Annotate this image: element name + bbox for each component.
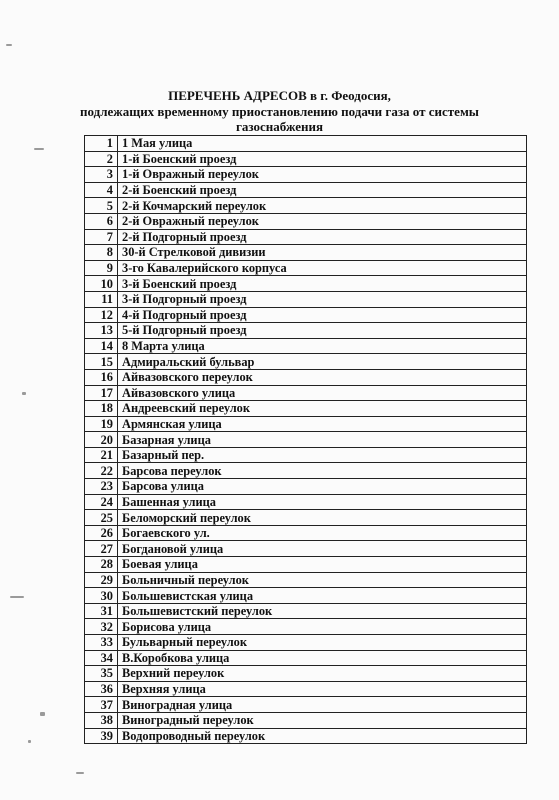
address-name: Водопроводный переулок bbox=[118, 728, 527, 744]
table-row bbox=[85, 525, 527, 541]
table-row bbox=[85, 167, 527, 183]
row-number: 23 bbox=[85, 479, 118, 495]
table-row bbox=[85, 603, 527, 619]
address-name: Адмиральский бульвар bbox=[118, 354, 527, 370]
table-row bbox=[85, 463, 527, 479]
address-name: Богаевского ул. bbox=[118, 525, 527, 541]
table-row bbox=[85, 151, 527, 167]
row-number: 9 bbox=[85, 260, 118, 276]
row-number: 38 bbox=[85, 712, 118, 728]
scan-speck bbox=[28, 740, 31, 743]
address-name: 30-й Стрелковой дивизии bbox=[118, 245, 527, 261]
table-row bbox=[85, 291, 527, 307]
scan-speck bbox=[40, 712, 45, 716]
address-name: 8 Марта улица bbox=[118, 338, 527, 354]
row-number: 18 bbox=[85, 401, 118, 417]
row-number: 5 bbox=[85, 198, 118, 214]
address-name: 5-й Подгорный проезд bbox=[118, 323, 527, 339]
document-title: ПЕРЕЧЕНЬ АДРЕСОВ в г. Феодосия, bbox=[168, 88, 391, 103]
table-row bbox=[85, 369, 527, 385]
row-number: 34 bbox=[85, 650, 118, 666]
scan-speck bbox=[6, 44, 12, 46]
address-name: 2-й Овражный переулок bbox=[118, 213, 527, 229]
address-name: 2-й Боенский проезд bbox=[118, 182, 527, 198]
table-row bbox=[85, 416, 527, 432]
document-subtitle: подлежащих временному приостановлению подачи газа от системы bbox=[80, 104, 479, 119]
row-number: 16 bbox=[85, 369, 118, 385]
row-number: 3 bbox=[85, 167, 118, 183]
table-row bbox=[85, 541, 527, 557]
table-row bbox=[85, 712, 527, 728]
row-number: 31 bbox=[85, 603, 118, 619]
table-row bbox=[85, 276, 527, 292]
row-number: 36 bbox=[85, 681, 118, 697]
address-name: 1 Мая улица bbox=[118, 136, 527, 152]
row-number: 22 bbox=[85, 463, 118, 479]
table-row bbox=[85, 510, 527, 526]
address-name: 1-й Овражный переулок bbox=[118, 167, 527, 183]
table-row bbox=[85, 635, 527, 651]
table-row bbox=[85, 354, 527, 370]
row-number: 32 bbox=[85, 619, 118, 635]
table-row bbox=[85, 260, 527, 276]
address-name: Айвазовского улица bbox=[118, 385, 527, 401]
row-number: 13 bbox=[85, 323, 118, 339]
table-row bbox=[85, 229, 527, 245]
address-name: Больничный переулок bbox=[118, 572, 527, 588]
table-row bbox=[85, 728, 527, 744]
address-name: 4-й Подгорный проезд bbox=[118, 307, 527, 323]
row-number: 14 bbox=[85, 338, 118, 354]
address-name: В.Коробкова улица bbox=[118, 650, 527, 666]
row-number: 7 bbox=[85, 229, 118, 245]
table-row bbox=[85, 338, 527, 354]
address-name: Богдановой улица bbox=[118, 541, 527, 557]
document-subtitle-continued: газоснабжения bbox=[235, 119, 324, 134]
scan-speck bbox=[10, 596, 24, 598]
row-number: 30 bbox=[85, 588, 118, 604]
address-name: Бульварный переулок bbox=[118, 635, 527, 651]
table-row bbox=[85, 494, 527, 510]
row-number: 24 bbox=[85, 494, 118, 510]
table-row bbox=[85, 479, 527, 495]
address-name: Андреевский переулок bbox=[118, 401, 527, 417]
row-number: 39 bbox=[85, 728, 118, 744]
address-name: Базарный пер. bbox=[118, 447, 527, 463]
address-name: 2-й Подгорный проезд bbox=[118, 229, 527, 245]
table-row bbox=[85, 198, 527, 214]
row-number: 2 bbox=[85, 151, 118, 167]
scan-speck bbox=[34, 148, 44, 150]
table-row bbox=[85, 681, 527, 697]
address-name: Виноградная улица bbox=[118, 697, 527, 713]
row-number: 10 bbox=[85, 276, 118, 292]
address-name: 3-го Кавалерийского корпуса bbox=[118, 260, 527, 276]
address-table-body bbox=[85, 136, 527, 744]
address-name: 3-й Подгорный проезд bbox=[118, 291, 527, 307]
table-row bbox=[85, 385, 527, 401]
row-number: 35 bbox=[85, 666, 118, 682]
row-number: 25 bbox=[85, 510, 118, 526]
address-name: Башенная улица bbox=[118, 494, 527, 510]
address-name: 3-й Боенский проезд bbox=[118, 276, 527, 292]
table-row bbox=[85, 619, 527, 635]
row-number: 6 bbox=[85, 213, 118, 229]
row-number: 37 bbox=[85, 697, 118, 713]
address-name: Боевая улица bbox=[118, 557, 527, 573]
address-name: Большевистская улица bbox=[118, 588, 527, 604]
table-row bbox=[85, 213, 527, 229]
row-number: 26 bbox=[85, 525, 118, 541]
table-row bbox=[85, 447, 527, 463]
table-row bbox=[85, 245, 527, 261]
table-row bbox=[85, 136, 527, 152]
address-name: Борисова улица bbox=[118, 619, 527, 635]
row-number: 12 bbox=[85, 307, 118, 323]
address-name: Виноградный переулок bbox=[118, 712, 527, 728]
address-name: Верхняя улица bbox=[118, 681, 527, 697]
row-number: 33 bbox=[85, 635, 118, 651]
table-row bbox=[85, 697, 527, 713]
address-name: Верхний переулок bbox=[118, 666, 527, 682]
row-number: 4 bbox=[85, 182, 118, 198]
address-name: Большевистский переулок bbox=[118, 603, 527, 619]
row-number: 11 bbox=[85, 291, 118, 307]
address-name: Базарная улица bbox=[118, 432, 527, 448]
row-number: 28 bbox=[85, 557, 118, 573]
table-row bbox=[85, 588, 527, 604]
address-name: 1-й Боенский проезд bbox=[118, 151, 527, 167]
row-number: 21 bbox=[85, 447, 118, 463]
row-number: 20 bbox=[85, 432, 118, 448]
row-number: 27 bbox=[85, 541, 118, 557]
table-row bbox=[85, 432, 527, 448]
address-name: Барсова переулок bbox=[118, 463, 527, 479]
table-row bbox=[85, 307, 527, 323]
scan-speck bbox=[22, 392, 26, 395]
table-row bbox=[85, 401, 527, 417]
address-name: Айвазовского переулок bbox=[118, 369, 527, 385]
table-row bbox=[85, 650, 527, 666]
table-row bbox=[85, 323, 527, 339]
address-name: Барсова улица bbox=[118, 479, 527, 495]
address-table bbox=[84, 135, 527, 744]
address-name: 2-й Кочмарский переулок bbox=[118, 198, 527, 214]
table-row bbox=[85, 572, 527, 588]
row-number: 19 bbox=[85, 416, 118, 432]
table-row bbox=[85, 182, 527, 198]
row-number: 15 bbox=[85, 354, 118, 370]
row-number: 29 bbox=[85, 572, 118, 588]
table-row bbox=[85, 557, 527, 573]
row-number: 8 bbox=[85, 245, 118, 261]
table-row bbox=[85, 666, 527, 682]
row-number: 17 bbox=[85, 385, 118, 401]
row-number: 1 bbox=[85, 136, 118, 152]
address-name: Армянская улица bbox=[118, 416, 527, 432]
scan-speck bbox=[76, 772, 84, 774]
address-name: Беломорский переулок bbox=[118, 510, 527, 526]
